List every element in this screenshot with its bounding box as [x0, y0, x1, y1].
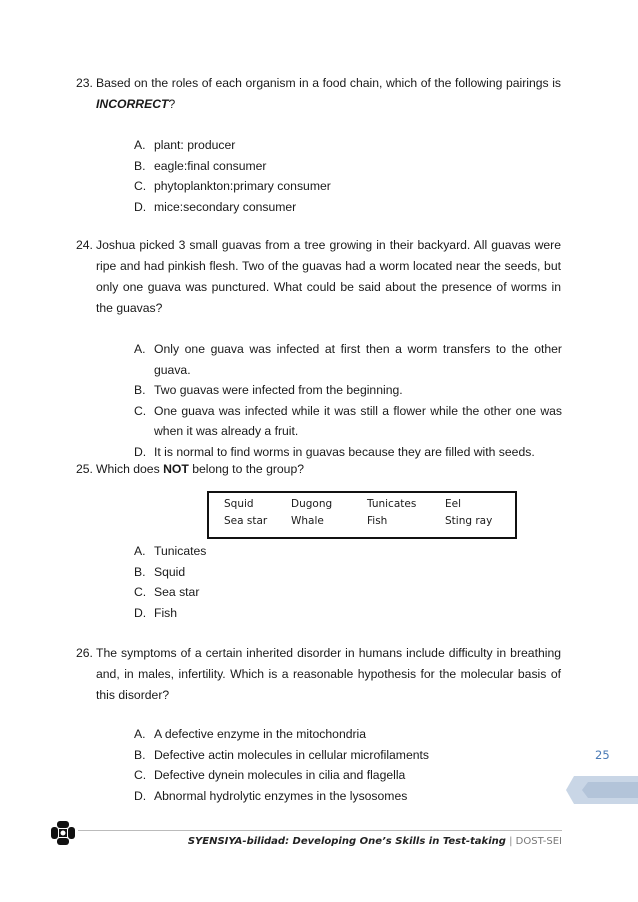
question-number: 24.: [76, 238, 93, 252]
options-25: [134, 541, 562, 623]
question-23: [76, 73, 561, 115]
option-b[interactable]: B. Squid: [134, 564, 186, 579]
option-d[interactable]: D. Abnormal hydrolytic enzymes in the lysosomes: [134, 788, 408, 803]
footer-divider: [78, 830, 562, 831]
page-number: 25: [595, 748, 610, 762]
emphasis-word: NOT: [163, 462, 189, 476]
question-number: 25.: [76, 462, 93, 476]
footer-title: SYENSIYA-bilidad: Developing One’s Skills in Test-taking: [187, 836, 506, 847]
grid-cell: Sting ray: [445, 515, 493, 527]
footer-separator: |: [509, 836, 513, 847]
question-number: 23.: [76, 76, 93, 90]
options-23: [134, 135, 562, 217]
question-number: 26.: [76, 646, 93, 660]
grid-cell: Tunicates: [367, 498, 417, 510]
option-d[interactable]: D. mice:secondary consumer: [134, 199, 297, 214]
question-stem: Based on the roles of each organism in a food chain, which of the following pairings is INCORRECT?: [96, 76, 561, 111]
grid-cell: Sea star: [224, 515, 268, 527]
grid-cell: Fish: [367, 515, 388, 527]
question-stem: Joshua picked 3 small guavas from a tree growing in their backyard. All guavas were ripe and had pinkish flesh. Two of the guavas had a worm located near the seeds, but only one guava was punctured. What could be said about the presence of worms in the guavas?: [96, 238, 561, 315]
options-24: [134, 339, 562, 463]
option-a[interactable]: A. plant: producer: [134, 138, 236, 152]
emphasis-word: INCORRECT: [96, 97, 169, 111]
option-b[interactable]: B. eagle:final consumer: [134, 158, 267, 173]
grid-cell: Dugong: [291, 498, 333, 510]
dost-sei-logo-icon: [50, 820, 76, 846]
options-26: [134, 724, 562, 806]
grid-cell: Squid: [224, 498, 254, 510]
option-b[interactable]: B. Two guavas were infected from the beginning.: [134, 383, 403, 398]
question-stem: Which does NOT belong to the group?: [96, 462, 305, 476]
option-c[interactable]: C. Defective dynein molecules in cilia and flagella: [134, 768, 406, 783]
question-24: [76, 235, 561, 319]
question-26: [76, 643, 561, 706]
page-tab-decoration: [566, 772, 638, 808]
option-d[interactable]: D. It is normal to find worms in guavas because they are filled with seeds.: [134, 444, 535, 459]
option-d[interactable]: D. Fish: [134, 605, 178, 620]
question-stem: The symptoms of a certain inherited disorder in humans include difficulty in breathing and, in males, infertility. Which is a reasonable hypothesis for the molecular basis of this disorder?: [96, 646, 561, 702]
footer-org: DOST-SEI: [515, 836, 562, 847]
footer: [188, 836, 562, 847]
option-c[interactable]: C. Sea star: [134, 585, 200, 600]
grid-cell: Eel: [445, 498, 462, 510]
question-25: [76, 459, 561, 480]
option-a[interactable]: A. A defective enzyme in the mitochondria: [134, 727, 367, 741]
option-b[interactable]: B. Defective actin molecules in cellular microfilaments: [134, 747, 429, 762]
option-a[interactable]: A. Tunicates: [134, 544, 207, 558]
option-a[interactable]: A. Only one guava was infected at first then a worm transfers to the other guava.: [134, 342, 562, 377]
organism-grid: [207, 491, 517, 539]
option-c[interactable]: C. One guava was infected while it was still a flower while the other one was when it was already a fruit.: [134, 403, 562, 439]
option-c[interactable]: C. phytoplankton:primary consumer: [134, 179, 331, 194]
grid-cell: Whale: [291, 515, 324, 527]
